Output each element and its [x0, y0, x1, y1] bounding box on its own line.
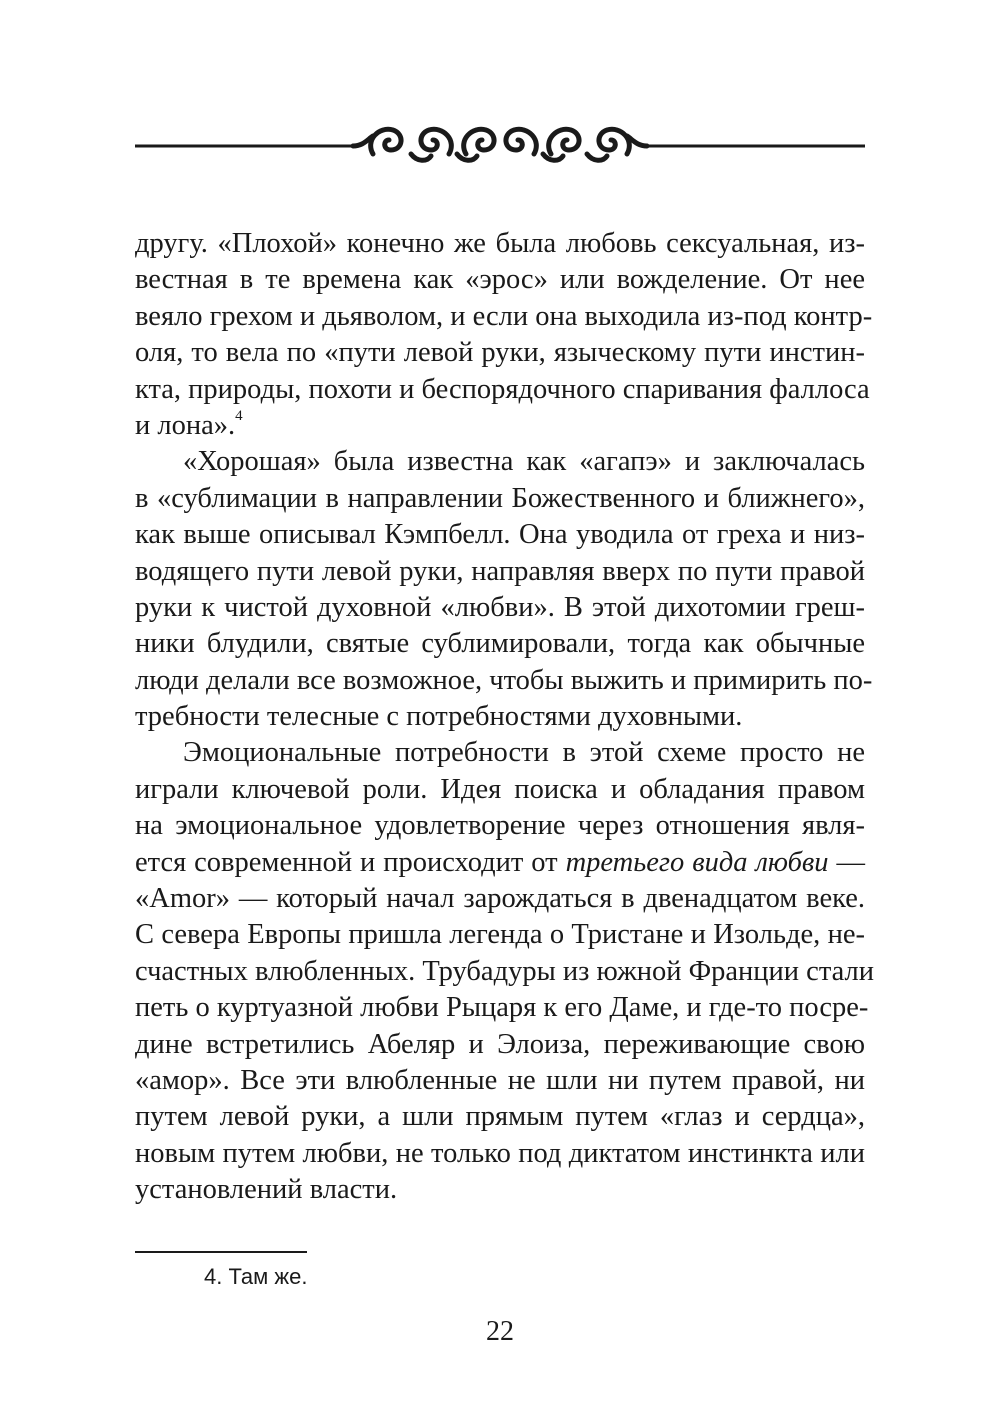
text-line: требности телесные с потребностями духовными. [135, 701, 743, 733]
text-line [135, 408, 865, 444]
text-line: новым путем любви, не только под диктатом инстинкта или [135, 1137, 865, 1169]
text-line: оля, то вела по «пути левой руки, языческому пути инстин- [135, 337, 865, 369]
footnote-reference[interactable]: 4 [235, 407, 243, 424]
text-line: петь о куртуазной любви Рыцаря к его Даме, и где-то посре- [135, 992, 869, 1024]
text-line: на эмоциональное удовлетворение через отношения явля- [135, 810, 865, 842]
text-line: кта, природы, похоти и беспорядочного спаривания фаллоса [135, 373, 870, 405]
footnote: 4. Там же. [204, 1264, 308, 1289]
text-line [135, 845, 865, 881]
text-line: установлений власти. [135, 1174, 398, 1206]
text-line: «Хорошая» была известна как «агапэ» и заключалась [183, 446, 865, 478]
text-line: Эмоциональные потребности в этой схеме просто не [183, 737, 865, 769]
text-line: другу. «Плохой» конечно же была любовь сексуальная, из- [135, 228, 865, 259]
text-line: как выше описывал Кэмпбелл. Она уводила от греха и низ- [135, 519, 865, 551]
text-line: счастных влюбленных. Трубадуры из южной Франции стали [135, 955, 875, 987]
text-line: «Amor» — который начал зарождаться в двенадцатом веке. [135, 883, 865, 915]
italic-phrase: третьего вида любви [565, 846, 829, 878]
text-line: дине встретились Абеляр и Элоиза, переживающие свою [135, 1028, 865, 1060]
text-line: «амор». Все эти влюбленные не шли ни путем правой, ни [135, 1064, 865, 1096]
text-line: руки к чистой духовной «любви». В этой дихотомии греш- [135, 591, 865, 623]
text-line: С севера Европы пришла легенда о Тристане и Изольде, не- [135, 919, 865, 951]
ornamental-divider [135, 108, 865, 180]
text-line: ники блудили, святые сублимировали, тогда как обычные [135, 628, 865, 660]
text-line: люди делали все возможное, чтобы выжить и примирить по- [135, 664, 873, 696]
text-line: вестная в те времена как «эрос» или вожделение. От нее [135, 264, 865, 296]
text-line: в «сублимации в направлении Божественного и ближнего», [135, 482, 865, 514]
footnote-divider [135, 1251, 307, 1253]
text-line: играли ключевой роли. Идея поиска и обладания правом [135, 773, 865, 805]
text-line: водящего пути левой руки, направляя вверх по пути правой [135, 555, 865, 587]
text-line: веяло грехом и дьяволом, и если она выходила из-под контр- [135, 300, 873, 332]
page-number: 22 [486, 1316, 514, 1347]
text-line-content: и лона». [135, 409, 236, 441]
text-line: путем левой руки, а шли прямым путем «глаз и сердца», [135, 1101, 865, 1133]
em-dash: — [836, 846, 865, 878]
text-line-content: ется современной и происходит от [135, 846, 558, 878]
body-text [135, 226, 875, 1209]
